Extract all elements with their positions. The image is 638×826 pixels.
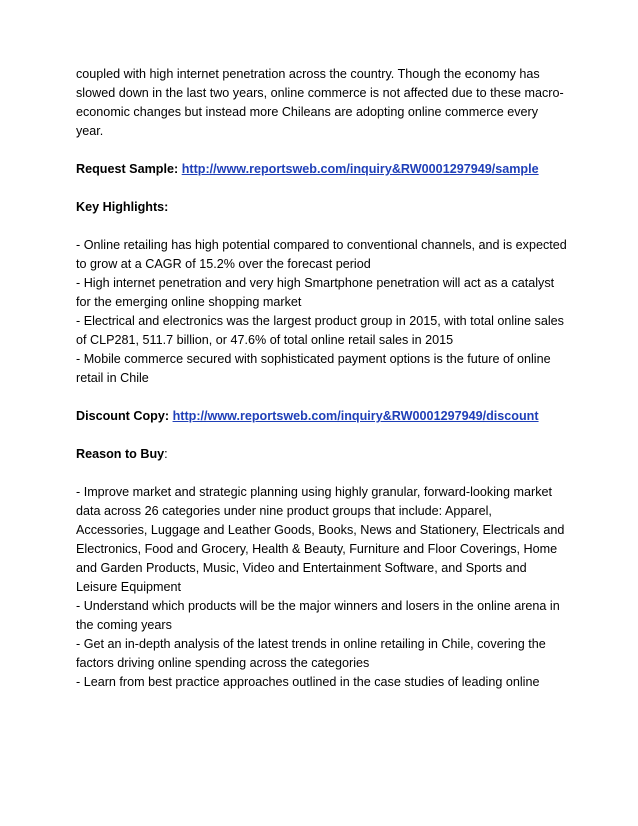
intro-line: slowed down in the last two years, online commerce is not affected due to these macro- — [76, 86, 564, 100]
highlight-line: of CLP281, 511.7 billion, or 47.6% of total online retail sales in 2015 — [76, 333, 454, 347]
reason-line: Accessories, Luggage and Leather Goods, Books, News and Stationery, Electricals and — [76, 523, 565, 537]
reason-to-buy-heading-row — [76, 445, 576, 464]
reason-line: - Learn from best practice approaches outlined in the case studies of leading online — [76, 675, 540, 689]
highlight-line: - Mobile commerce secured with sophisticated payment options is the future of online — [76, 352, 551, 366]
highlight-line: - Online retailing has high potential compared to conventional channels, and is expected — [76, 238, 567, 252]
reason-line: - Get an in-depth analysis of the latest trends in online retailing in Chile, covering the — [76, 637, 546, 651]
reason-line: - Understand which products will be the major winners and losers in the online arena in — [76, 599, 560, 613]
intro-line: economic changes but instead more Chileans are adopting online commerce every — [76, 105, 539, 119]
highlight-line: to grow at a CAGR of 15.2% over the forecast period — [76, 257, 371, 271]
discount-copy-row — [76, 407, 576, 426]
intro-paragraph — [76, 65, 576, 141]
reason-line: factors driving online spending across the categories — [76, 656, 370, 670]
reason-line: Electronics, Food and Grocery, Health & Beauty, Furniture and Floor Coverings, Home — [76, 542, 558, 556]
spacer — [76, 179, 576, 198]
key-highlights-list — [76, 236, 576, 388]
discount-copy-label: Discount Copy: — [76, 409, 170, 423]
spacer — [76, 217, 576, 236]
reason-line: - Improve market and strategic planning using highly granular, forward-looking market — [76, 485, 552, 499]
document-page — [76, 65, 576, 692]
request-sample-label: Request Sample: — [76, 162, 179, 176]
reason-to-buy-list — [76, 483, 576, 692]
reason-line: and Garden Products, Music, Video and Entertainment Software, and Sports and — [76, 561, 527, 575]
intro-line: year. — [76, 124, 104, 138]
highlight-line: for the emerging online shopping market — [76, 295, 302, 309]
spacer — [76, 426, 576, 445]
key-highlights-heading: Key Highlights: — [76, 200, 169, 214]
highlight-line: - Electrical and electronics was the largest product group in 2015, with total online sales — [76, 314, 564, 328]
discount-copy-link[interactable]: http://www.reportsweb.com/inquiry&RW0001297949/discount — [172, 409, 539, 423]
reason-line: the coming years — [76, 618, 172, 632]
reason-to-buy-heading-colon: : — [164, 447, 168, 461]
request-sample-link[interactable]: http://www.reportsweb.com/inquiry&RW0001297949/sample — [181, 162, 539, 176]
intro-line: coupled with high internet penetration across the country. Though the economy has — [76, 67, 540, 81]
reason-to-buy-heading: Reason to Buy — [76, 447, 165, 461]
spacer — [76, 464, 576, 483]
highlight-line: - High internet penetration and very high Smartphone penetration will act as a catalyst — [76, 276, 555, 290]
request-sample-row — [76, 160, 576, 179]
reason-line: data across 26 categories under nine product groups that include: Apparel, — [76, 504, 492, 518]
spacer — [76, 141, 576, 160]
highlight-line: retail in Chile — [76, 371, 149, 385]
reason-line: Leisure Equipment — [76, 580, 182, 594]
spacer — [76, 388, 576, 407]
